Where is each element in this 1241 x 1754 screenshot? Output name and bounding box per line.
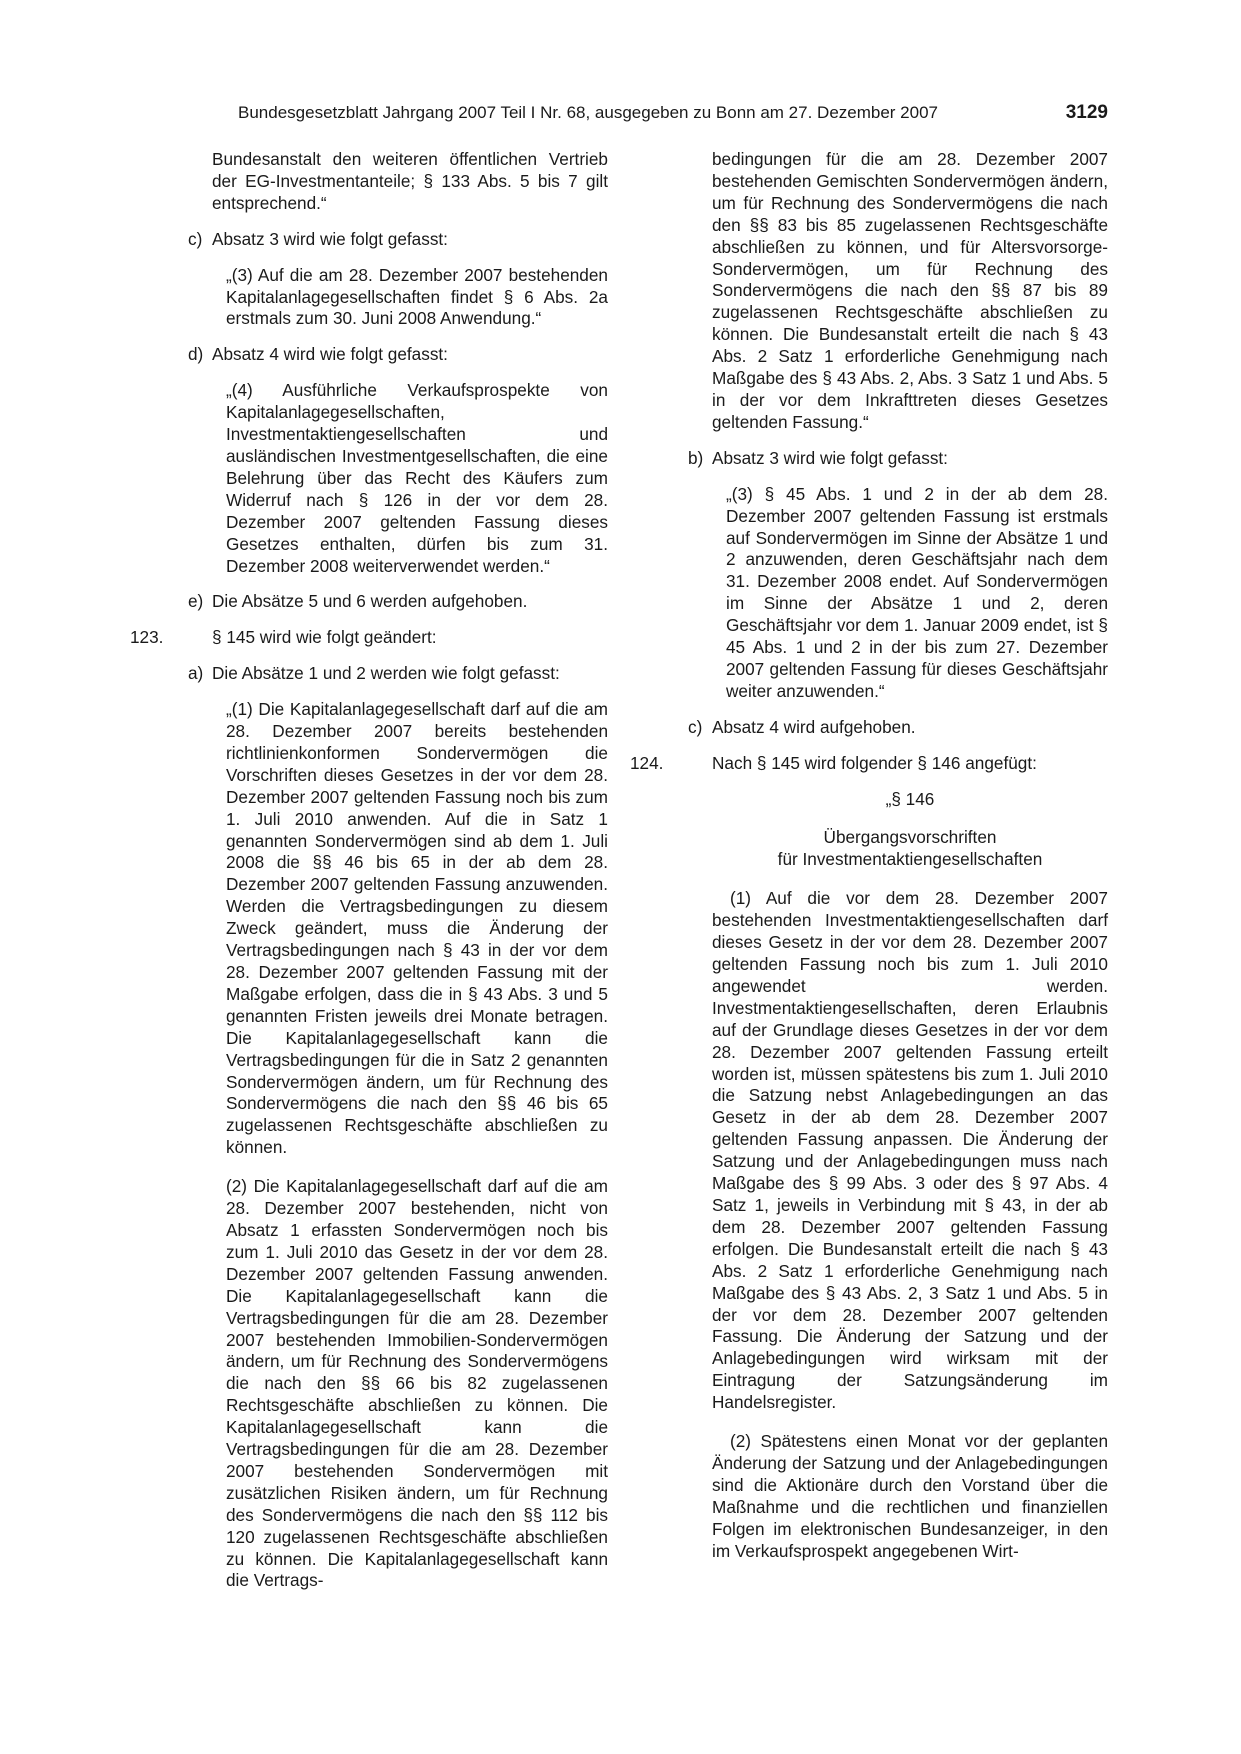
item-label: e) [188, 591, 204, 612]
item-text: Nach § 145 wird folgender § 146 angefügt: [712, 752, 1037, 773]
item-label: d) [188, 344, 204, 365]
continued-paragraph: bedingungen für die am 28. Dezember 2007 bestehenden Gemischten Sondervermögen ändern, um für Rechnung des Sondervermögens die nach den §§ 83 bis 85 zugelassenen Rechtsgeschäfte abschließen zu können, und für Altersvorsorge-Sondervermögen, um für Rechnung des Sondervermögens die nach den §§ 87 bis 89 zugelassenen Rechtsgeschäfte abschließen zu können. Die Bundesanstalt erteilt die nach § 43 Abs. 2 Satz 1 erforderliche Genehmigung nach Maßgabe des § 43 Abs. 2, Abs. 3 Satz 1 und Abs. 5 in der vor dem Inkrafttreten dieses Gesetzes geltenden Fassung.“ [712, 149, 1108, 432]
item-text: § 145 wird wie folgt geändert: [212, 627, 437, 648]
item-number: 124. [630, 752, 664, 773]
paragraph-2: (2) Spätestens einen Monat vor der geplanten Änderung der Satzung und der Anlagebedingungen sind die Aktionäre durch den Vorstand über die Maßnahme und die rechtlichen und finanziellen Folgen im elektronischen Bundesanzeiger, in den im Verkaufsprospekt angegebenen Wirt- [712, 1431, 1108, 1561]
item-text: Absatz 3 wird wie folgt gefasst: [712, 447, 948, 468]
section-title: für Investmentaktiengesellschaften [777, 849, 1043, 870]
item-d [130, 344, 608, 366]
running-title: Bundesgesetzblatt Jahrgang 2007 Teil I Nr. 68, ausgegeben zu Bonn am 27. Dezember 2007 [238, 103, 938, 122]
left-column [130, 149, 608, 1592]
quoted-text: „(1) Die Kapitalanlagegesellschaft darf auf die am 28. Dezember 2007 bereits bestehenden richtlinienkonformen Sondervermögen die Vorschriften dieses Gesetzes in der vor dem 28. Dezember 2007 geltenden Fassung noch bis zum 1. Juli 2010 anwenden. Auf die in Satz 1 genannten Sondervermögen sind ab dem 1. Juli 2008 die §§ 46 bis 65 in der ab dem 28. Dezember 2007 geltenden Fassung anzuwenden. Werden die Vertragsbedingungen zu diesem Zweck geändert, muss die Änderung der Vertragsbedingungen nach § 43 in der vor dem 28. Dezember 2007 geltenden Fassung mit der Maßgabe erfolgen, dass die in § 43 Abs. 3 und 5 genannten Fristen jeweils drei Monate betragen. Die Kapitalanlagegesellschaft kann die Vertragsbedingungen für die in Satz 2 genannten Sondervermögen ändern, um für Rechnung des Sondervermögens die nach den §§ 46 bis 65 zugelassenen Rechtsgeschäfte abschließen zu können. [226, 699, 608, 1158]
quoted-text: (2) Die Kapitalanlagegesellschaft darf auf die am 28. Dezember 2007 bestehenden, nicht von Absatz 1 erfassten Sondervermögen noch bis zum 1. Juli 2010 das Gesetz in der vor dem 28. Dezember 2007 geltenden Fassung anwenden. Die Kapitalanlagegesellschaft kann die Vertragsbedingungen für die am 28. Dezember 2007 bestehenden Immobilien-Sondervermögen ändern, um für Rechnung des Sondervermögens die nach den §§ 66 bis 82 zugelassenen Rechtsgeschäfte abschließen zu können. Die Kapitalanlagegesellschaft kann die Vertragsbedingungen für die am 28. Dezember 2007 bestehenden Sondervermögen mit zusätzlichen Risiken ändern, um für Rechnung des Sondervermögens die nach den §§ 112 bis 120 zugelassenen Rechtsgeschäfte abschließen zu können. Die Kapitalanlagegesellschaft kann die Vertrags- [226, 1176, 608, 1591]
quoted-text: „(3) § 45 Abs. 1 und 2 in der ab dem 28. Dezember 2007 geltenden Fassung ist erstmals auf Sondervermögen im Sinne der Absätze 1 und 2 anzuwenden, deren Geschäftsjahr nach dem 31. Dezember 2008 endet. Auf Sondervermögen im Sinne der Absätze 1 und 2, deren Geschäftsjahr vor dem 1. Januar 2009 endet, ist § 45 Abs. 1 und 2 in der bis zum 27. Dezember 2007 geltenden Fassung für dieses Geschäftsjahr weiter anzuwenden.“ [726, 483, 1108, 701]
page-number: 3129 [1065, 102, 1108, 123]
item-text: Absatz 4 wird wie folgt gefasst: [212, 344, 448, 365]
item-c [130, 229, 608, 251]
section-title: Übergangsvorschriften [823, 827, 997, 848]
item-e [130, 591, 608, 613]
continued-paragraph: Bundesanstalt den weiteren öffentlichen Vertrieb der EG-Investmentanteile; § 133 Abs. 5 bis 7 gilt entsprechend.“ [212, 149, 608, 213]
quoted-text: „(4) Ausführliche Verkaufsprospekte von Kapitalanlagegesellschaften, Investmentaktiengesellschaften und ausländischen Investmentgesellschaften, die eine Belehrung über das Recht des Käufers zum Widerruf nach § 126 in der vor dem 28. Dezember 2007 geltenden Fassung dieses Gesetzes enthalten, dürfen bis zum 31. Dezember 2008 weiterverwendet werden.“ [226, 380, 608, 576]
quoted-text: „(3) Auf die am 28. Dezember 2007 bestehenden Kapitalanlagegesellschaften findet § 6 Abs. 2a erstmals zum 30. Juni 2008 Anwendung.“ [226, 264, 608, 329]
item-label: c) [188, 228, 203, 249]
right-column [630, 149, 1108, 1562]
item-number: 123. [130, 627, 164, 648]
paragraph-1: (1) Auf die vor dem 28. Dezember 2007 bestehenden Investmentaktiengesellschaften darf dieses Gesetz in der vor dem 28. Dezember 2007 geltenden Fassung noch bis zum 1. Juli 2010 angewendet werden. Investmentaktiengesellschaften, deren Erlaubnis auf der Grundlage dieses Gesetzes in der vor dem 28. Dezember 2007 geltenden Fassung erteilt worden ist, müssen spätestens bis zum 1. Juli 2010 die Satzung nebst Anlagebedingungen an das Gesetz in der ab dem 28. Dezember 2007 geltenden Fassung anpassen. Die Änderung der Satzung und der Anlagebedingungen muss nach Maßgabe des § 99 Abs. 3 oder des § 97 Abs. 4 Satz 1, jeweils in Verbindung mit § 43, in der ab dem 28. Dezember 2007 geltenden Fassung erfolgen. Die Bundesanstalt erteilt die nach § 43 Abs. 2 Satz 1 erforderliche Genehmigung nach Maßgabe des § 43 Abs. 2, 3 Satz 1 und Abs. 5 in der vor dem 28. Dezember 2007 geltenden Fassung. Die Änderung der Satzung und der Anlagebedingungen wird wirksam mit der Eintragung der Satzungsänderung im Handelsregister. [712, 888, 1108, 1413]
item-text: Die Absätze 5 und 6 werden aufgehoben. [212, 591, 528, 612]
item-a [130, 663, 608, 685]
numbered-item-124 [630, 753, 1108, 775]
numbered-item-123 [130, 627, 608, 649]
section-number: „§ 146 [885, 788, 935, 809]
item-text: Absatz 3 wird wie folgt gefasst: [212, 228, 448, 249]
item-c [630, 717, 1108, 739]
item-text: Absatz 4 wird aufgehoben. [712, 716, 916, 737]
page-header [238, 100, 1108, 126]
item-text: Die Absätze 1 und 2 werden wie folgt gefasst: [212, 663, 560, 684]
item-b [630, 448, 1108, 470]
item-label: a) [188, 663, 204, 684]
item-label: c) [688, 716, 703, 737]
item-label: b) [688, 447, 704, 468]
